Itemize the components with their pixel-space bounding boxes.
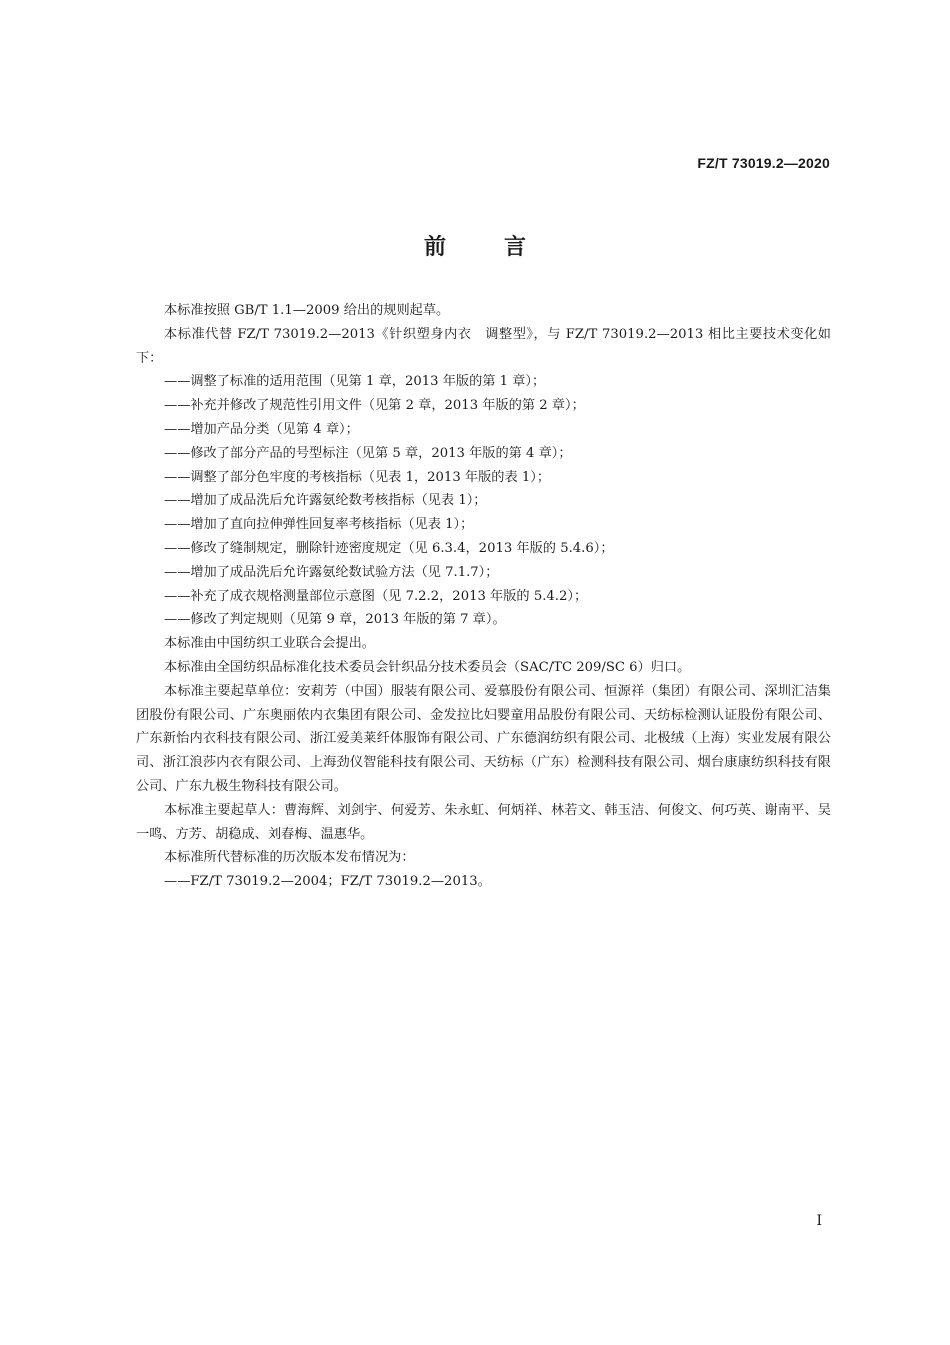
change-item: ——修改了缝制规定，删除针迹密度规定（见 6.3.4，2013 年版的 5.4.6）； [164,540,614,556]
change-item: ——调整了部分色牢度的考核指标（见表 1，2013 年版的表 1）； [164,469,551,485]
paragraph-drafting-units: 本标准主要起草单位：安莉芳（中国）服装有限公司、爱慕股份有限公司、恒源祥（集团）有限公司、深圳汇洁集团股份有限公司、广东奥丽侬内衣集团有限公司、金发拉比妇婴童用品股份有限公司、天纺标检测认证股份有限公司、广东新怡内衣科技有限公司、浙江爱美莱纤体服饰有限公司、广东德润纺织有限公司、北极绒（上海）实业发展有限公司、浙江浪莎内衣有限公司、上海劲仪智能科技有限公司、天纺标（广东）检测科技有限公司、烟台康康纺织科技有限公司、广东九极生物科技有限公司。 [136,683,831,794]
paragraph-history-intro: 本标准所代替标准的历次版本发布情况为： [164,850,415,866]
change-item: ——增加了成品洗后允许露氨纶数考核指标（见表 1）； [164,493,487,509]
foreword-body [136,299,831,894]
change-item: ——补充并修改了规范性引用文件（见第 2 章，2013 年版的第 2 章）； [164,398,585,414]
paragraph-drafters: 本标准主要起草人：曹海辉、刘剑宇、何爱芳、朱永虹、何炳祥、林若文、韩玉洁、何俊文、何巧英、谢南平、吴一鸣、方芳、胡稳成、刘春梅、温惠华。 [136,802,831,842]
change-item: ——修改了部分产品的号型标注（见第 5 章，2013 年版的第 4 章）； [164,445,572,461]
change-item: ——修改了判定规则（见第 9 章，2013 年版的第 7 章）。 [164,612,506,628]
paragraph-proposer: 本标准由中国纺织工业联合会提出。 [164,636,375,652]
change-item: ——增加了成品洗后允许露氨纶数试验方法（见 7.1.7）； [164,564,499,580]
paragraph-committee: 本标准由全国纺织品标准化技术委员会针织品分技术委员会（SAC/TC 209/SC 6）归口。 [164,659,691,675]
page-title: 前言 [423,235,584,260]
change-item: ——增加产品分类（见第 4 章）； [164,421,359,437]
standard-code: FZ/T 73019.2—2020 [697,155,830,171]
change-item: ——增加了直向拉伸弹性回复率考核指标（见表 1）； [164,517,474,533]
change-item: ——调整了标准的适用范围（见第 1 章，2013 年版的第 1 章）； [164,374,546,390]
paragraph-drafting-rules: 本标准按照 GB/T 1.1—2009 给出的规则起草。 [164,303,450,318]
history-item: ——FZ/T 73019.2—2004；FZ/T 73019.2—2013。 [164,874,491,890]
change-item: ——补充了成衣规格测量部位示意图（见 7.2.2，2013 年版的 5.4.2）； [164,588,588,604]
page-number: I [816,1213,822,1229]
paragraph-replacement: 本标准代替 FZ/T 73019.2—2013《针织塑身内衣 调整型》，与 FZ/T 73019.2—2013 相比主要技术变化如下： [136,326,831,366]
